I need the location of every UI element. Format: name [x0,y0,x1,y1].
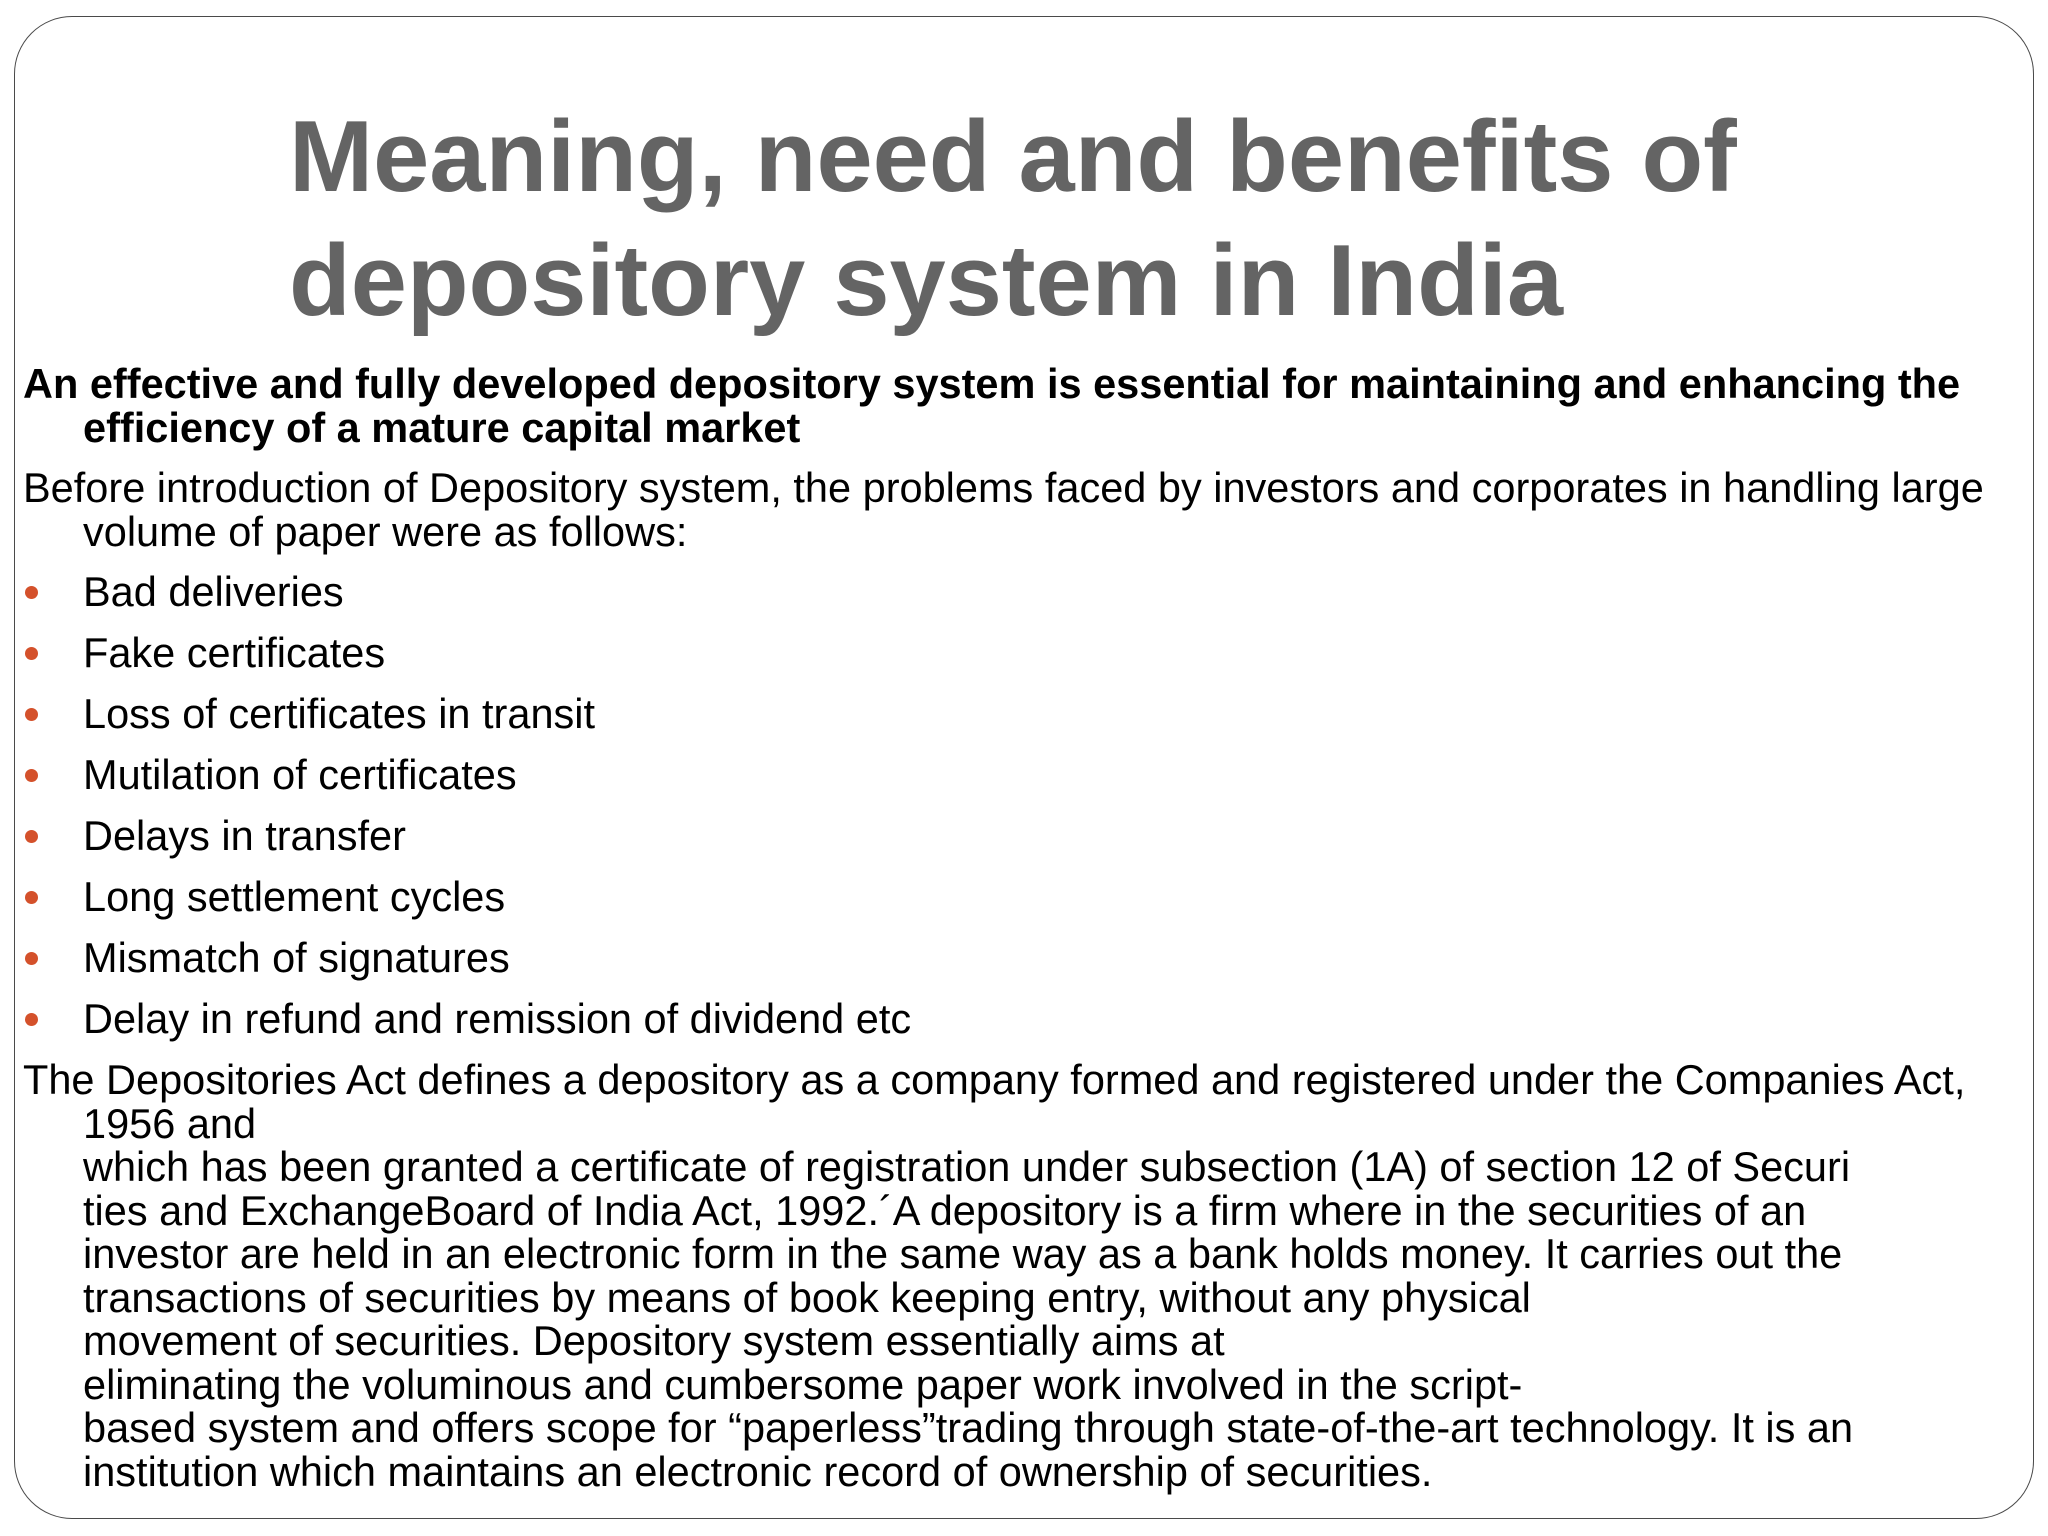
list-item [23,692,2033,736]
list-item [23,936,2033,980]
slide [14,16,2034,1519]
list-item-text: Mismatch of signatures [83,934,510,981]
depository-definition [23,1058,2033,1493]
definition-line: eliminating the voluminous and cumbersome paper work involved in the script- [83,1360,1523,1408]
definition-line: transactions of securities by means of book keeping entry, without any physical [83,1273,1531,1321]
slide-body [23,362,2033,1493]
definition-line: investor are held in an electronic form in the same way as a bank holds money. It carries out the [83,1230,1843,1277]
definition-line: movement of securities. Depository system essentially aims at [83,1317,1225,1364]
bullet-icon [25,769,38,782]
bullet-icon [25,586,38,599]
list-item [23,753,2033,797]
title-line-2: depository system in India [289,225,1564,337]
slide-title [289,95,1989,343]
list-item [23,875,2033,919]
list-item-text: Fake certificates [83,629,386,676]
problems-intro: Before introduction of Depository system, the problems faced by investors and corporates in handling large volume of paper were as follows: [23,464,1984,555]
list-item-text: Delay in refund and remission of dividend etc [83,995,912,1042]
list-item-text: Delays in transfer [83,812,406,859]
definition-line: which has been granted a certificate of registration under subsection (1A) of section 12 of Securi [83,1143,1851,1190]
bullet-icon [25,952,38,965]
list-item [23,814,2033,858]
definition-continuation [23,1145,2033,1493]
bullet-icon [25,891,38,904]
list-item [23,631,2033,675]
definition-line: based system and offers scope for “paperless”trading through state-of-the-art technology. It is an [83,1404,1854,1451]
bullet-icon [25,708,38,721]
bullet-icon [25,1013,38,1026]
definition-first-sentence: The Depositories Act defines a depository as a company formed and registered under the Companies Act, 1956 and [23,1056,1966,1147]
bullet-icon [25,647,38,660]
list-item-text: Bad deliveries [83,568,344,615]
definition-line: institution which maintains an electronic record of ownership of securities. [83,1447,1433,1495]
list-item [23,570,2033,614]
bullet-icon [25,830,38,843]
list-item-text: Mutilation of certificates [83,751,517,798]
problems-list [23,570,2033,1041]
definition-line: ties and ExchangeBoard of India Act, 1992.´A depository is a firm where in the securities of an [83,1186,1807,1234]
list-item [23,997,2033,1041]
title-line-1: Meaning, need and benefits of [289,101,1737,213]
list-item-text: Long settlement cycles [83,873,506,920]
intro-statement: An effective and fully developed depository system is essential for maintaining and enhancing the efficiency of a mature capital market [23,360,1961,451]
list-item-text: Loss of certificates in transit [83,690,596,737]
